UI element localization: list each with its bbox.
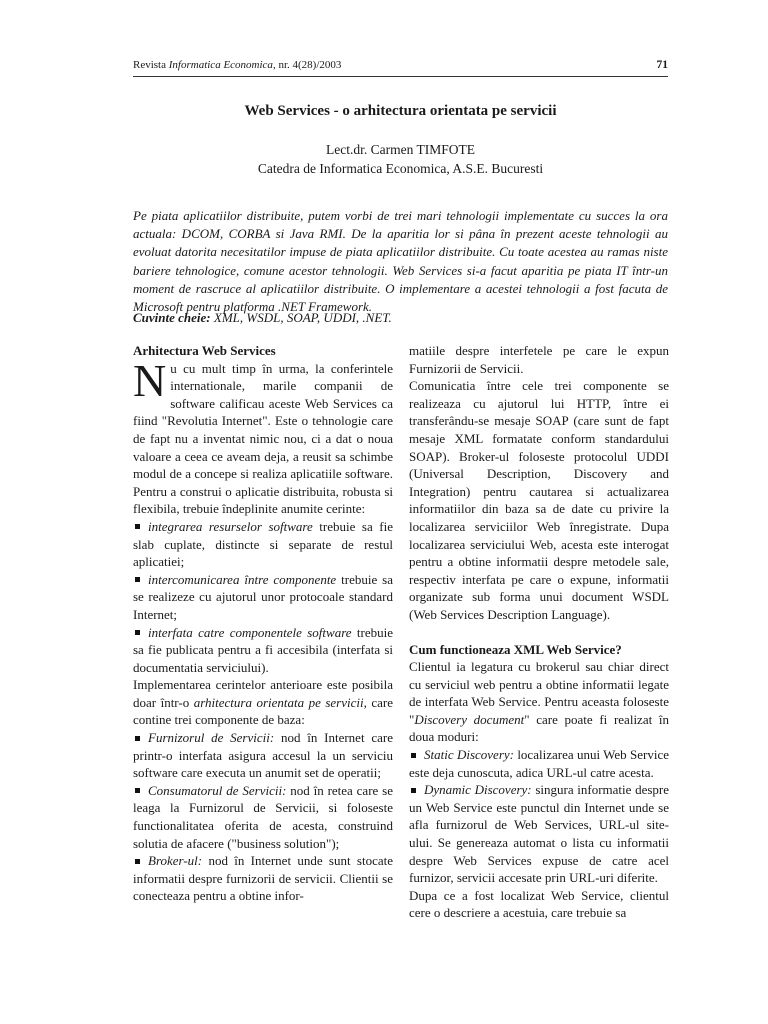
paragraph: Clientul ia legatura cu brokerul sau chiar direct cu serviciul web pentru a obtine informatii legate de interfata Web Service. Pentru aceasta foloseste "Discovery document" care poate fi realizat în doua moduri: <box>409 659 669 745</box>
list-item: intercomunicarea între componente trebuie sa se realizeze cu ajutorul unor protocoale standard Internet; <box>133 571 394 622</box>
list-item: interfata catre componentele software trebuie sa fie publicata pentru a fi accesibila (interfata si documentatia serviciului). <box>133 624 394 675</box>
section-heading: Arhitectura Web Services <box>133 343 276 358</box>
square-bullet-icon <box>135 736 140 741</box>
author-affiliation: Catedra de Informatica Economica, A.S.E. Bucuresti <box>257 161 544 176</box>
list-item: Dynamic Discovery: singura informatie despre un Web Service este punctul din Internet unde se afla furnizorul de Web Services, URL-ul site-ului. Se genereaza automat o lista cu informatii despre Web Services expuse de catre acel furnizor, servicii accesate prin URL-uri diferite. <box>409 782 669 886</box>
left-column <box>133 342 393 905</box>
list-item: Broker-ul: nod în Internet unde sunt stocate informatii despre furnizorii de servicii. Clientii se conecteaza pentru a obtine infor- <box>133 853 393 904</box>
right-column <box>409 342 669 922</box>
paragraph: matiile despre interfetele pe care le expun Furnizorii de Servicii. <box>409 343 669 376</box>
keywords-label: Cuvinte cheie: <box>133 310 211 325</box>
intro-paragraph: Nu cu mult timp în urma, la conferintele internationale, marile companii de software calificau aceste Web Services ca fiind "Revolutia Internet". Este o tehnologie care de fapt nu a inventat nimic nou, ci a dat o noua valoare a ceea ce aveam deja, a reusit sa schimbe modul de a concepe si realiza aplicatiile software. Pentru a construi o aplicatie distribuita, robusta si flexibila, trebuie îndeplinite anumite cerinte: <box>133 354 393 517</box>
journal-name: Informatica Economica <box>168 59 273 71</box>
paragraph: Dupa ce a fost localizat Web Service, clientul cere o descriere a acestuia, care trebuie sa <box>409 887 669 921</box>
square-bullet-icon <box>135 630 140 635</box>
author-block <box>133 140 668 178</box>
list-item: Static Discovery: localizarea unui Web Service este deja cunoscuta, adica URL-ul catre acesta. <box>409 747 669 780</box>
square-bullet-icon <box>135 859 140 864</box>
paper-title: Web Services - o arhitectura orientata pe servicii <box>244 103 557 119</box>
keywords-text: XML, WSDL, SOAP, UDDI, .NET. <box>210 310 392 325</box>
section-heading: Cum functioneaza XML Web Service? <box>409 641 622 657</box>
running-header <box>133 59 668 71</box>
author-name: Lect.dr. Carmen TIMFOTE <box>326 142 475 157</box>
square-bullet-icon <box>135 577 140 582</box>
keywords <box>133 310 668 326</box>
abstract: Pe piata aplicatiilor distribuite, putem vorbi de trei mari tehnologii implementate cu succes la ora actuala: DCOM, CORBA si Java RMI. De la aparitia lor si pâna în prezent aceste tehnologii au evoluat datorita necesitatilor impuse de piata aplicatiilor distribuite. Cu toate acestea au ramas niste bariere tehnologice, comune acestor tehnologii. Web Services si-a facut aparitia pe piata IT într-un moment de rascruce al aplicatiilor distribuite. O implementare a acestei tehnologii a fost facuta de Microsoft pentru platforma .NET Framework. <box>133 208 668 315</box>
square-bullet-icon <box>135 788 140 793</box>
square-bullet-icon <box>411 753 416 758</box>
square-bullet-icon <box>135 524 140 529</box>
drop-cap: N <box>133 354 167 406</box>
list-item: integrarea resurselor software trebuie sa fie slab cuplate, distincte si separate de restul aplicatiei; <box>133 518 393 570</box>
page-number: 71 <box>656 59 668 71</box>
square-bullet-icon <box>411 788 416 793</box>
spacer <box>409 624 669 641</box>
list-item: Furnizorul de Servicii: nod în Internet care printr-o interfata asigura accesul la un serviciu software care executa un anumit set de operatii; <box>133 730 393 781</box>
paragraph: Comunicatia între cele trei componente se realizeaza cu ajutorul lui HTTP, între ei transferându-se mesaje SOAP (care sunt de fapt mesaje XML formatate conform standardului SOAP). Broker-ul foloseste protocolul UDDI (Universal Description, Discovery and Integration) pentru cautarea si actualizarea informatiilor din baza sa de date cu privire la localizarea serviciilor Web înregistrate. Dupa localizarea serviciului Web, acesta este interogat pentru a obtine informatii despre metodele sale, respectiv interfata pe care o expune, informatii organizate sub forma unui document WSDL (Web Services Description Language). <box>409 378 669 622</box>
paragraph: Implementarea cerintelor anterioare este posibila doar într-o arhitectura orientata pe servicii, care contine trei componente de baza: <box>133 677 393 728</box>
journal-citation: Revista Informatica Economica, nr. 4(28)/2003 <box>133 59 342 71</box>
header-rule <box>133 76 668 77</box>
list-item: Consumatorul de Servicii: nod în retea care se leaga la Furnizorul de Servicii, si foloseste functionalitatea oferita de acesta, construind solutia de afacere ("business solution"); <box>133 782 393 851</box>
